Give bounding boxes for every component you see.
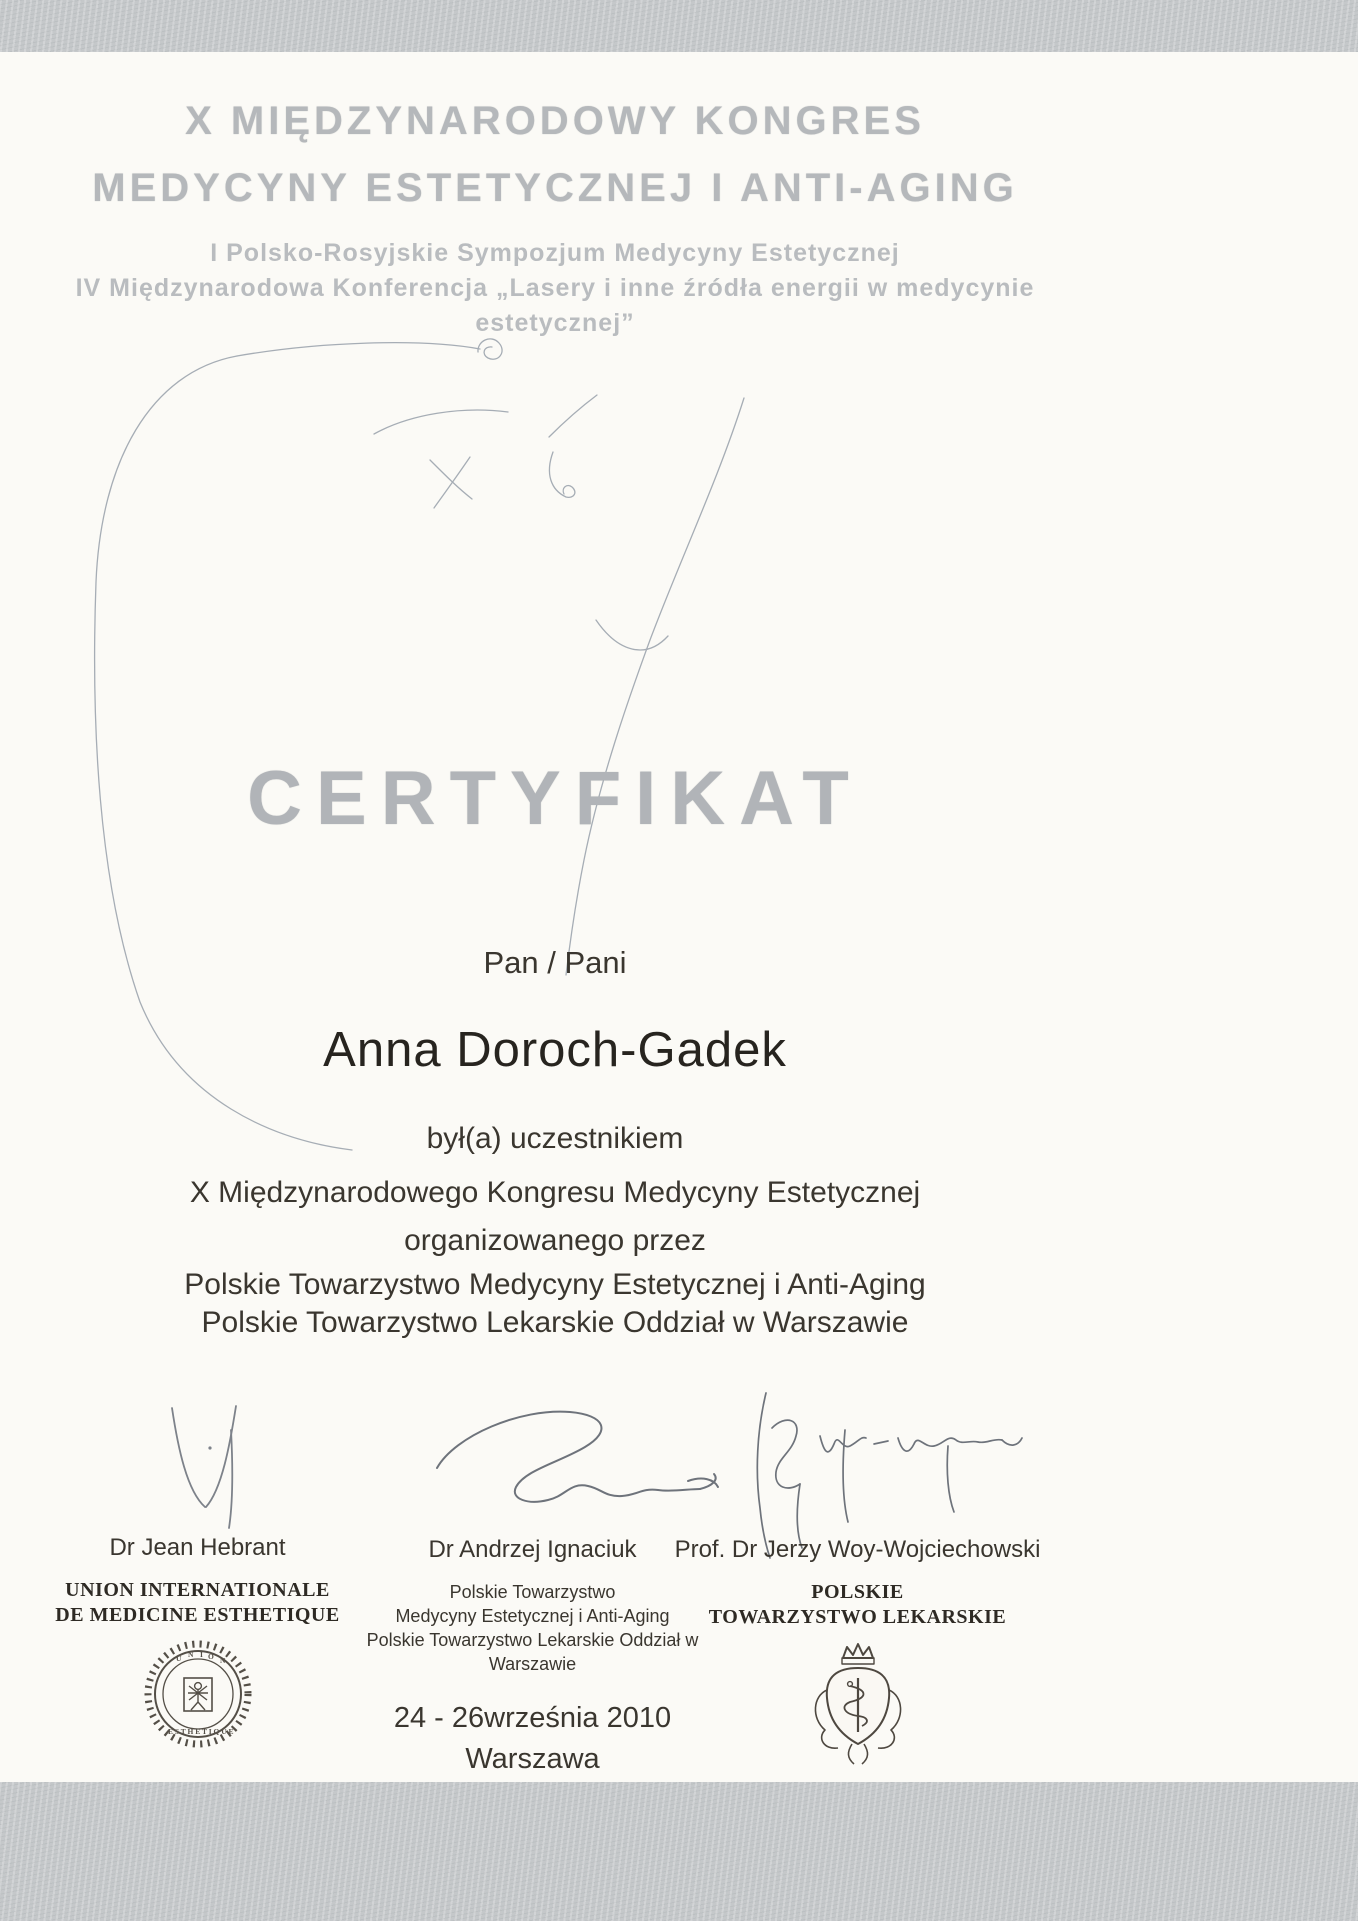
signature-andrzej-ignaciuk: [437, 1412, 718, 1502]
header: [0, 88, 1110, 341]
signature-woy-wojciechowski: [757, 1393, 1022, 1558]
polskie-towarzystwo-lekarskie-seal: [798, 1638, 918, 1770]
salutation: Pan / Pani: [483, 945, 627, 980]
signatory-jean-hebrant: [40, 1534, 355, 1757]
svg-text:E S T H E T I Q U E: E S T H E T I Q U E: [167, 1727, 234, 1736]
svg-text:O: O: [207, 1652, 214, 1661]
signatory-name: Prof. Dr Jerzy Woy-Wojciechowski: [674, 1536, 1041, 1563]
svg-text:I: I: [199, 1650, 203, 1659]
signatory-organization: UNION INTERNATIONALE DE MEDICINE ESTHETIQUE: [55, 1579, 340, 1626]
signatory-organization: POLSKIE TOWARZYSTWO LEKARSKIE: [708, 1581, 1007, 1628]
body-line-2: X Międzynarodowego Kongresu Medycyny Estetycznej: [189, 1176, 921, 1209]
body-line-3: organizowanego przez: [404, 1224, 706, 1257]
certificate-title: CERTYFIKAT: [247, 756, 863, 841]
body-line-1: był(a) uczestnikiem: [426, 1122, 684, 1155]
event-date-place: [330, 1698, 735, 1780]
event-city: Warszawa: [465, 1743, 600, 1775]
signatory-name: Dr Jean Hebrant: [109, 1534, 286, 1561]
congress-title-line2: MEDYCYNY ESTETYCZNEJ I ANTI-AGING: [92, 166, 1018, 210]
signatory-organization: Polskie Towarzystwo Medycyny Estetycznej i Anti-Aging Polskie Towarzystwo Lekarskie Oddział w Warszawie: [366, 1582, 699, 1674]
svg-text:N: N: [219, 1656, 225, 1665]
svg-text:N: N: [187, 1650, 193, 1659]
event-date: 24 - 26września 2010: [393, 1702, 672, 1734]
decorative-band-top: [0, 0, 1358, 52]
recipient-name: Anna Doroch-Gadek: [323, 1023, 787, 1077]
signatory-name: Dr Andrzej Ignaciuk: [428, 1536, 637, 1563]
svg-text:U: U: [175, 1654, 181, 1663]
decorative-band-bottom: [0, 1782, 1358, 1921]
congress-subtitle-line1: I Polsko-Rosyjskie Sympozjum Medycyny Estetycznej: [210, 239, 900, 267]
congress-subtitle-line2: IV Międzynarodowa Konferencja „Lasery i inne źródła energii w medycynie estetycznej”: [75, 274, 1035, 337]
signature-jean-hebrant: [172, 1406, 236, 1528]
body-line-5: Polskie Towarzystwo Lekarskie Oddział w Warszawie: [201, 1306, 909, 1339]
congress-title-line1: X MIĘDZYNARODOWY KONGRES: [185, 99, 925, 143]
body-line-4: Polskie Towarzystwo Medycyny Estetycznej i Anti-Aging: [184, 1268, 926, 1301]
union-internationale-seal: [142, 1636, 254, 1752]
